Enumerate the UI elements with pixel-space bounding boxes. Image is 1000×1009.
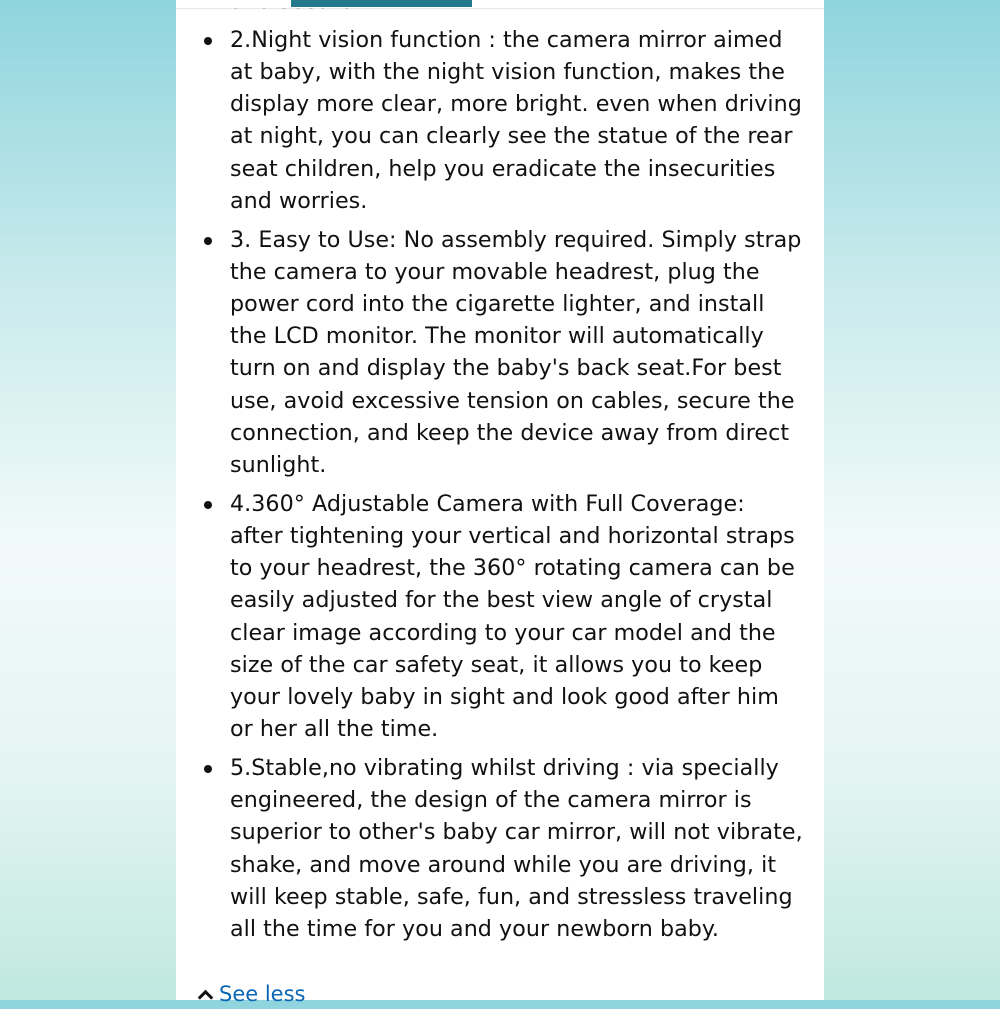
feature-bullet-list — [204, 24, 804, 945]
bullet-dot-icon — [204, 237, 212, 245]
feature-bullet-text: 2.Night vision function : the camera mirror aimed at baby, with the night vision function, makes the display more clear, more bright. even when driving at night, you can clearly see the statue of the rear seat children, help you eradicate the insecurities and worries. — [230, 26, 802, 214]
feature-bullet-stable — [204, 752, 804, 945]
bullet-dot-icon — [204, 501, 212, 509]
product-description — [204, 0, 804, 945]
feature-bullet-easy-to-use — [204, 224, 804, 482]
chevron-up-icon — [198, 990, 214, 1006]
feature-bullet-text: 4.360° Adjustable Camera with Full Coverage: after tightening your vertical and horizontal straps to your headrest, the 360° rotating camera can be easily adjusted for the best view angle of crystal clear image according to your car model and the size of the car safety seat, it allows you to keep your lovely baby in sight and look good after him or her all the time. — [230, 490, 795, 743]
feature-bullet-adjustable-camera — [204, 488, 804, 746]
feature-bullet-night-vision — [204, 24, 804, 217]
product-description-card — [176, 0, 824, 1000]
feature-bullet-text: 3. Easy to Use: No assembly required. Simply strap the camera to your movable headrest, plug the power cord into the cigarette lighter, and install the LCD monitor. The monitor will automatically turn on and display the baby's back seat.For best use, avoid excessive tension on cables, secure the connection, and keep the device away from direct sunlight. — [230, 226, 802, 479]
feature-bullet-text: 5.Stable,no vibrating whilst driving : via specially engineered, the design of the camera mirror is superior to other's baby car mirror, will not vibrate, shake, and move around while you are driving, it will keep stable, safe, fun, and stressless traveling all the time for you and your newborn baby. — [230, 755, 803, 943]
see-less-link[interactable] — [200, 979, 305, 1009]
active-tab-indicator[interactable] — [291, 0, 472, 7]
bullet-dot-icon — [204, 765, 212, 773]
see-less-label: See less — [219, 982, 306, 1006]
top-tab-rail — [176, 0, 824, 8]
bullet-dot-icon — [204, 37, 212, 45]
